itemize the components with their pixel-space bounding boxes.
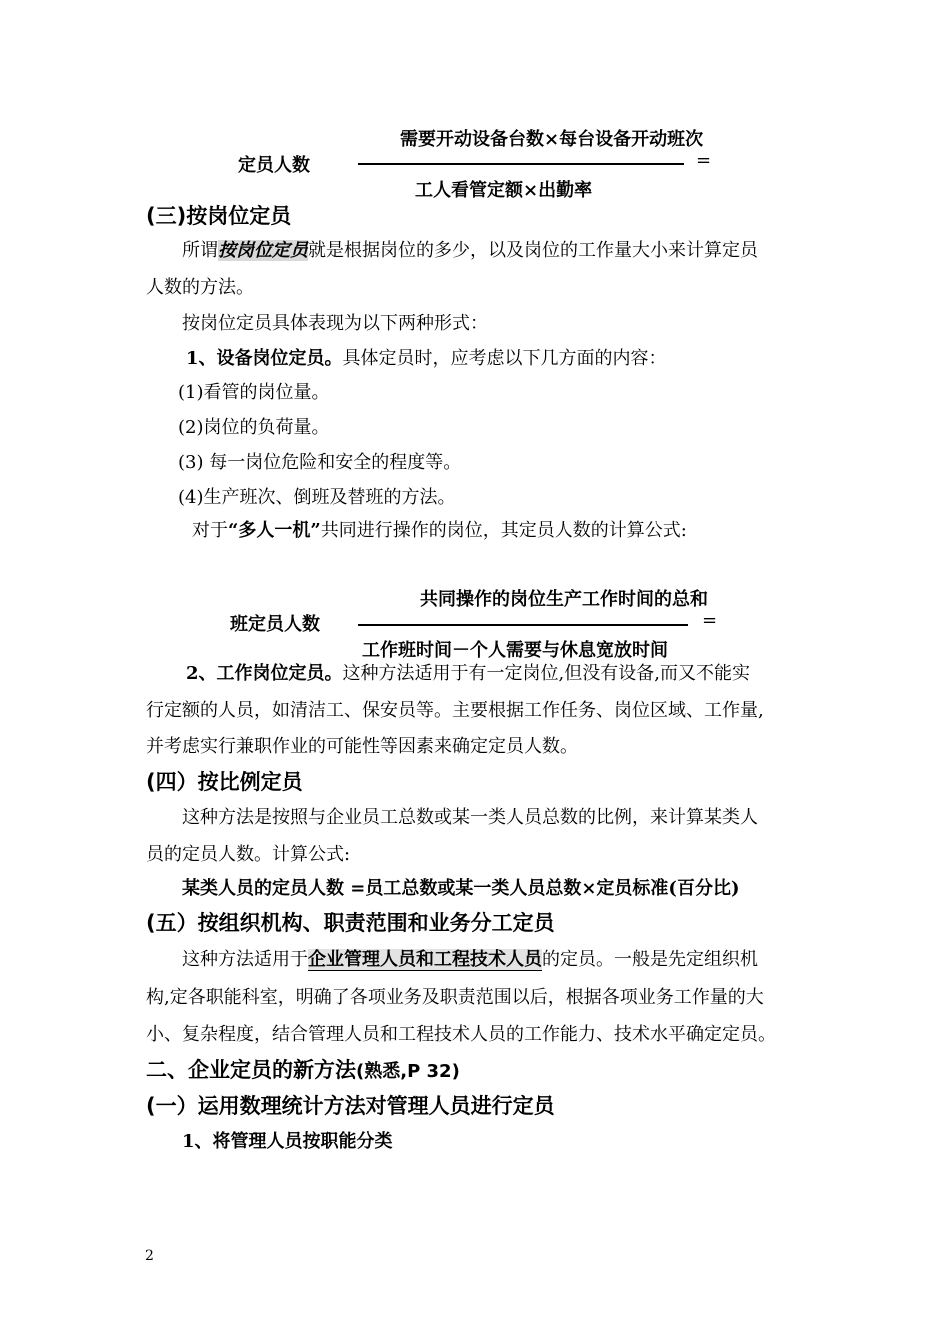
section5-prefix: 这种方法适用于: [182, 949, 308, 970]
list-item-4: (4)生产班次、倒班及替班的方法。: [178, 487, 456, 508]
term-management-staff: 企业管理人员和工程技术人员: [308, 949, 542, 970]
formula2-fraction-bar: [358, 624, 688, 626]
list-item-3: (3) 每一岗位危险和安全的程度等。: [178, 452, 462, 473]
item1-title: 1、设备岗位定员。: [186, 348, 343, 369]
item2-text: 这种方法适用于有一定岗位,但没有设备,而又不能实: [342, 663, 750, 684]
item1-text: 具体定员时，应考虑以下几方面的内容：: [342, 348, 667, 369]
item2-line3: 并考虑实行兼职作业的可能性等因素来确定定员人数。: [146, 736, 578, 757]
part2-heading: [146, 1054, 460, 1084]
section5-line3: 小、复杂程度，结合管理人员和工程技术人员的工作能力、技术水平确定定员。: [146, 1024, 776, 1045]
list-item-2: (2)岗位的负荷量。: [178, 417, 330, 438]
formula1-numerator: 需要开动设备台数×每台设备开动班次: [400, 129, 704, 150]
section4-line1: 这种方法是按照与企业员工总数或某一类人员总数的比例，来计算某类人: [182, 807, 758, 828]
multi-operator-intro: [192, 516, 687, 542]
section5-heading: (五）按组织机构、职责范围和业务分工定员: [146, 911, 555, 935]
formula2-denominator: 工作班时间－个人需要与休息宽放时间: [362, 640, 668, 661]
section5-line1: [182, 945, 758, 971]
multi-prefix: 对于: [192, 520, 228, 541]
formula2-equals: =: [702, 610, 718, 631]
multi-term: “多人一机”: [228, 520, 321, 541]
item2-title: 2、工作岗位定员。: [186, 663, 343, 684]
formula1-label: 定员人数: [238, 155, 310, 176]
section3-paragraph1: [182, 236, 758, 262]
section3-heading: (三)按岗位定员: [146, 204, 292, 228]
formula1-equals: =: [696, 150, 712, 171]
item2-line2: 行定额的人员，如清洁工、保安员等。主要根据工作任务、岗位区域、工作量,: [146, 700, 764, 721]
item1: [186, 344, 667, 370]
section3-paragraph2: 按岗位定员具体表现为以下两种形式：: [182, 313, 488, 334]
part2-heading-note: (熟悉,P 32): [356, 1061, 460, 1082]
section4-formula: 某类人员的定员人数 =员工总数或某一类人员总数×定员标准(百分比): [182, 878, 740, 899]
term-by-position: 按岗位定员: [218, 240, 308, 261]
part2-heading-text: 二、企业定员的新方法: [146, 1058, 356, 1082]
formula2-label: 班定员人数: [230, 614, 320, 635]
page-number: 2: [145, 1248, 154, 1264]
formula2-numerator: 共同操作的岗位生产工作时间的总和: [420, 589, 708, 610]
part2-subheading1: (一）运用数理统计方法对管理人员进行定员: [146, 1094, 555, 1118]
formula1-fraction-bar: [358, 163, 684, 165]
list-item-1: (1)看管的岗位量。: [178, 382, 330, 403]
multi-suffix: 共同进行操作的岗位，其定员人数的计算公式:: [320, 520, 687, 541]
part2-subitem1: 1、将管理人员按职能分类: [182, 1131, 393, 1152]
section5-line2: 构,定各职能科室，明确了各项业务及职责范围以后，根据各项业务工作量的大: [146, 987, 764, 1008]
section4-heading: (四）按比例定员: [146, 770, 303, 794]
section3-paragraph1-cont: 人数的方法。: [146, 277, 254, 298]
paragraph1-suffix: 就是根据岗位的多少，以及岗位的工作量大小来计算定员: [308, 240, 758, 261]
formula1-denominator: 工人看管定额×出勤率: [415, 180, 593, 201]
paragraph1-prefix: 所谓: [182, 240, 218, 261]
section4-line2: 员的定员人数。计算公式:: [146, 844, 351, 865]
item2-line1: [186, 659, 750, 685]
section5-suffix: 的定员。一般是先定组织机: [542, 949, 758, 970]
